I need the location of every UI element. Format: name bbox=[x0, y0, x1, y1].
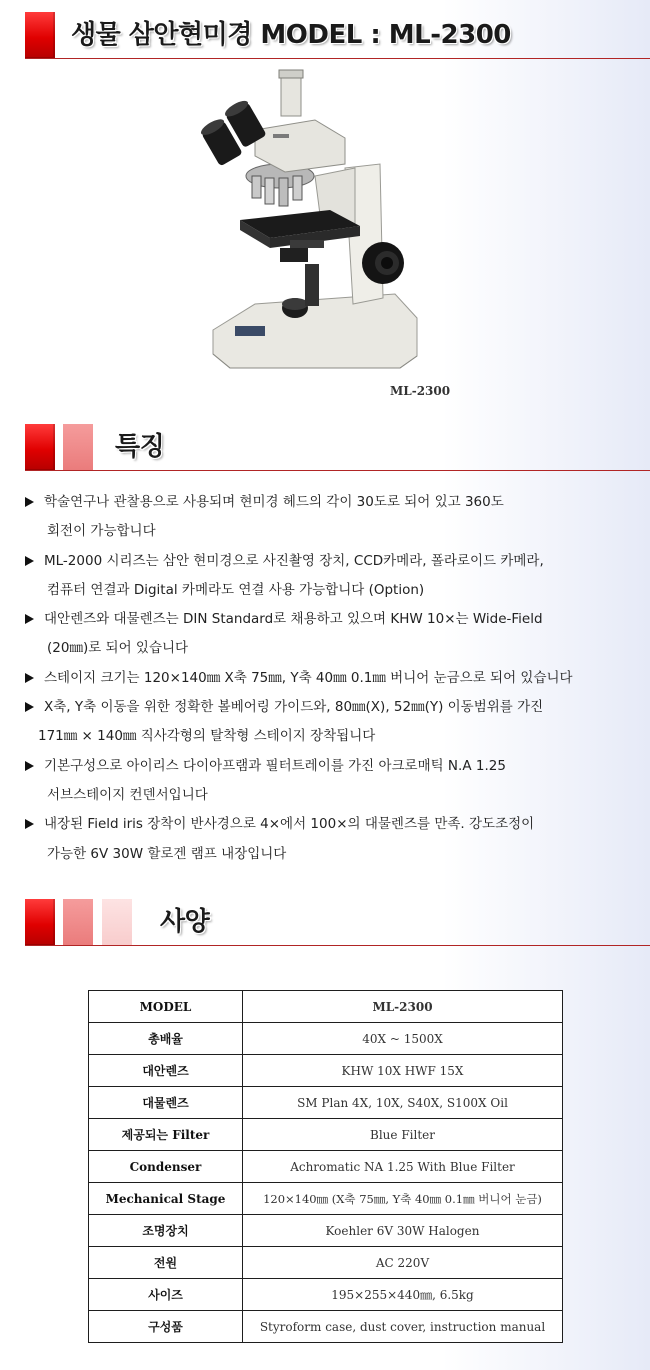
table-row bbox=[89, 1183, 563, 1215]
pink-square-icon bbox=[63, 424, 93, 471]
spec-label: 전원 bbox=[89, 1247, 243, 1279]
table-row bbox=[89, 1279, 563, 1311]
spec-table bbox=[88, 990, 563, 1343]
spec-value: 195×255×440㎜, 6.5kg bbox=[243, 1279, 563, 1311]
specs-title: 사양 bbox=[160, 907, 210, 937]
table-row bbox=[89, 1247, 563, 1279]
spec-label: 사이즈 bbox=[89, 1279, 243, 1311]
specs-header bbox=[25, 899, 650, 947]
red-square-icon bbox=[25, 424, 55, 471]
header-divider bbox=[25, 58, 650, 59]
list-item bbox=[25, 488, 650, 547]
page-title: 생물 삼안현미경 MODEL : ML-2300 bbox=[71, 20, 511, 50]
spec-label: 대물렌즈 bbox=[89, 1087, 243, 1119]
header-divider bbox=[25, 470, 650, 471]
bullet-arrow-icon bbox=[25, 556, 34, 566]
feature-text-cont: 회전이 가능합니다 bbox=[47, 523, 156, 540]
table-row bbox=[89, 1215, 563, 1247]
spec-label: 제공되는 Filter bbox=[89, 1119, 243, 1151]
feature-text: 기본구성으로 아이리스 다이아프램과 필터트레이를 가진 아크로매틱 N.A 1.25 bbox=[44, 757, 506, 774]
spec-value: Achromatic NA 1.25 With Blue Filter bbox=[243, 1151, 563, 1183]
table-row bbox=[89, 1023, 563, 1055]
red-square-icon bbox=[25, 12, 55, 59]
spec-label: Condenser bbox=[89, 1151, 243, 1183]
spec-value: 120×140㎜ (X축 75㎜, Y축 40㎜ 0.1㎜ 버니어 눈금) bbox=[243, 1183, 563, 1215]
spec-value: Styroform case, dust cover, instruction manual bbox=[243, 1311, 563, 1343]
feature-text: 스테이지 크기는 120×140㎜ X축 75㎜, Y축 40㎜ 0.1㎜ 버니어 눈금으로 되어 있습니다 bbox=[44, 669, 573, 686]
spec-label: Mechanical Stage bbox=[89, 1183, 243, 1215]
red-square-icon bbox=[25, 899, 55, 946]
list-item bbox=[25, 547, 650, 606]
spec-value: Blue Filter bbox=[243, 1119, 563, 1151]
spec-value: ML-2300 bbox=[243, 991, 563, 1023]
spec-label: 조명장치 bbox=[89, 1215, 243, 1247]
feature-text-cont: 가능한 6V 30W 할로겐 램프 내장입니다 bbox=[47, 845, 287, 862]
features-title: 특징 bbox=[115, 432, 165, 462]
feature-text: X축, Y축 이동을 위한 정확한 볼베어링 가이드와, 80㎜(X), 52㎜(Y) 이동범위를 가진 bbox=[44, 699, 544, 716]
spec-value: 40X ~ 1500X bbox=[243, 1023, 563, 1055]
features-header bbox=[25, 424, 650, 472]
feature-text-cont: 컴퓨터 연결과 Digital 카메라도 연결 사용 가능합니다 (Option) bbox=[47, 581, 425, 598]
microscope-photo bbox=[195, 68, 465, 408]
feature-text: 대안렌즈와 대물렌즈는 DIN Standard로 채용하고 있으며 KHW 10×는 Wide-Field bbox=[44, 611, 543, 628]
spec-label: MODEL bbox=[89, 991, 243, 1023]
feature-text: 내장된 Field iris 장착이 반사경으로 4×에서 100×의 대물렌즈를 만족. 강도조정이 bbox=[44, 816, 535, 833]
list-item bbox=[25, 810, 650, 869]
table-row bbox=[89, 1151, 563, 1183]
table-row bbox=[89, 1311, 563, 1343]
header-divider bbox=[25, 945, 650, 946]
photo-caption: ML-2300 bbox=[390, 384, 451, 398]
feature-text: ML-2000 시리즈는 삼안 현미경으로 사진촬영 장치, CCD카메라, 폴라로이드 카메라, bbox=[44, 552, 544, 569]
bullet-arrow-icon bbox=[25, 614, 34, 624]
table-row bbox=[89, 1119, 563, 1151]
spec-value: SM Plan 4X, 10X, S40X, S100X Oil bbox=[243, 1087, 563, 1119]
list-item bbox=[25, 605, 650, 664]
feature-text-cont: (20㎜)로 되어 있습니다 bbox=[47, 640, 189, 657]
bullet-arrow-icon bbox=[25, 673, 34, 683]
spec-value: AC 220V bbox=[243, 1247, 563, 1279]
list-item bbox=[25, 664, 650, 693]
list-item bbox=[25, 752, 650, 811]
pink-square-icon bbox=[63, 899, 93, 946]
spec-label: 총배율 bbox=[89, 1023, 243, 1055]
feature-text: 학술연구나 관찰용으로 사용되며 현미경 헤드의 각이 30도로 되어 있고 360도 bbox=[44, 494, 504, 510]
spec-value: Koehler 6V 30W Halogen bbox=[243, 1215, 563, 1247]
bullet-arrow-icon bbox=[25, 702, 34, 712]
feature-list bbox=[25, 488, 650, 869]
bullet-arrow-icon bbox=[25, 819, 34, 829]
table-row bbox=[89, 991, 563, 1023]
list-item bbox=[25, 693, 650, 752]
bullet-arrow-icon bbox=[25, 497, 34, 507]
table-row bbox=[89, 1087, 563, 1119]
table-row bbox=[89, 1055, 563, 1087]
feature-text-cont: 서브스테이지 컨덴서입니다 bbox=[47, 786, 208, 803]
spec-label: 구성품 bbox=[89, 1311, 243, 1343]
feature-text-cont: 171㎜ × 140㎜ 직사각형의 탈착형 스테이지 장착됩니다 bbox=[38, 728, 376, 745]
model-header bbox=[25, 12, 650, 60]
light-pink-square-icon bbox=[102, 899, 132, 946]
spec-label: 대안렌즈 bbox=[89, 1055, 243, 1087]
spec-value: KHW 10X HWF 15X bbox=[243, 1055, 563, 1087]
bullet-arrow-icon bbox=[25, 761, 34, 771]
